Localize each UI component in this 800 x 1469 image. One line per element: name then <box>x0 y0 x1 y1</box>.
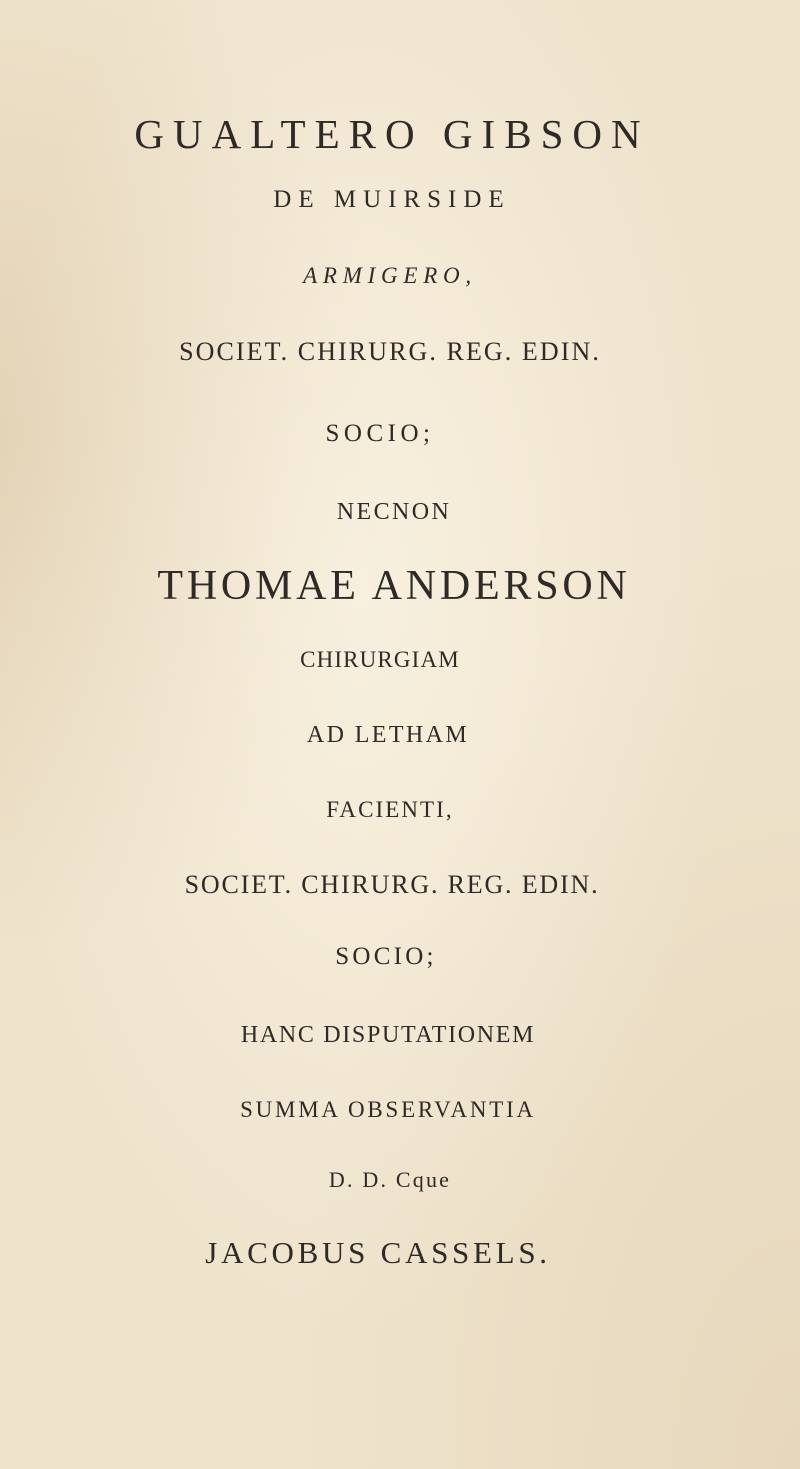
location-line: AD LETHAM <box>306 722 470 748</box>
occupation-line: CHIRURGIAM <box>300 647 460 672</box>
occupation-verb-line: FACIENTI, <box>326 797 454 822</box>
socio-line-1: SOCIO; <box>325 420 435 447</box>
dedicat-line: D. D. Cque <box>328 1167 452 1192</box>
dedicatee-estate: DE MUIRSIDE <box>273 186 511 213</box>
dedicatee-name-anderson: THOMAE ANDERSON <box>157 563 631 609</box>
society-line-1: SOCIET. CHIRURG. REG. EDIN. <box>179 337 601 366</box>
dedicatee-name-gibson: GUALTERO GIBSON <box>134 111 650 157</box>
author-name: JACOBUS CASSELS. <box>205 1235 551 1270</box>
disputation-line: HANC DISPUTATIONEM <box>240 1022 536 1048</box>
observance-line: SUMMA OBSERVANTIA <box>240 1097 536 1122</box>
society-line-2: SOCIET. CHIRURG. REG. EDIN. <box>184 870 600 899</box>
socio-line-2: SOCIO; <box>335 943 437 970</box>
dedicatee-rank: ARMIGERO, <box>303 263 477 288</box>
conjunction-line: NECNON <box>336 499 452 525</box>
